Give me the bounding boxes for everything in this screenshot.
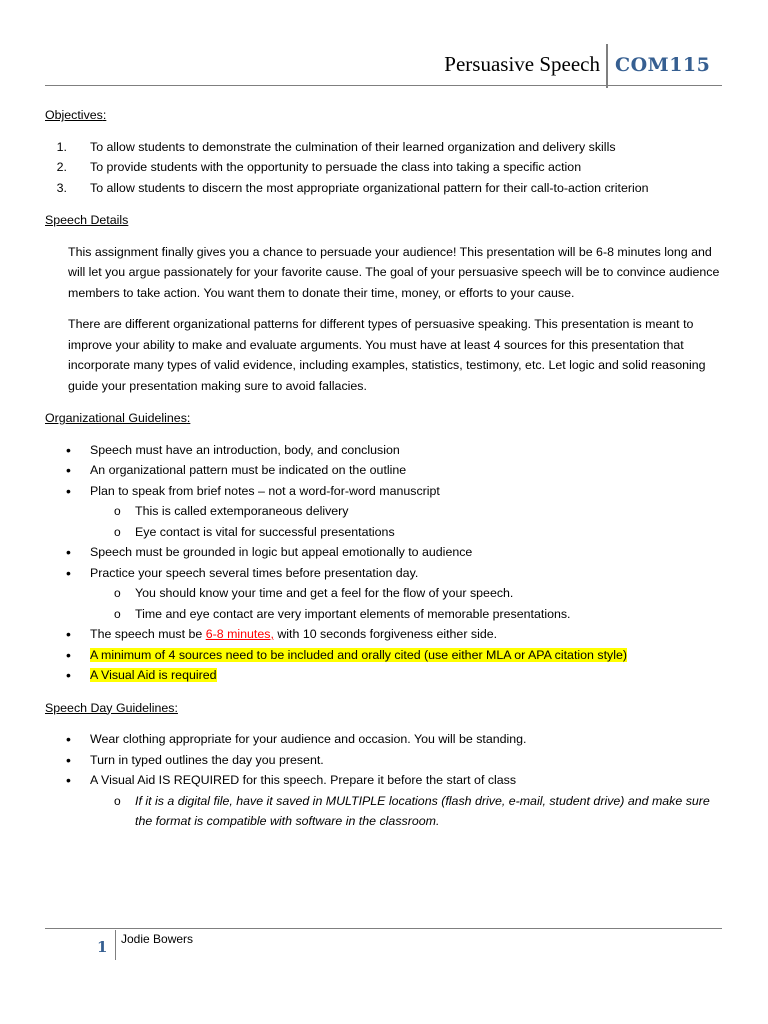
header-rule xyxy=(45,85,722,86)
list-item: • A Visual Aid IS REQUIRED for this speech. Prepare it before the start of class xyxy=(66,772,517,788)
list-item: • A Visual Aid is required xyxy=(66,667,217,683)
document-body xyxy=(45,105,725,832)
highlighted-text: A Visual Aid is required xyxy=(90,668,217,682)
list-item: • Speech must have an introduction, body, and conclusion xyxy=(66,441,400,458)
highlighted-text: A minimum of 4 sources need to be included and orally cited (use either MLA or APA citation style) xyxy=(90,647,627,662)
list-item: o You should know your time and get a feel for the flow of your speech. xyxy=(114,586,514,600)
list-item: • Speech must be grounded in logic but appeal emotionally to audience xyxy=(66,544,473,560)
list-item: • Turn in typed outlines the day you present. xyxy=(66,751,324,768)
list-item: • Plan to speak from brief notes – not a word-for-word manuscript xyxy=(66,482,440,499)
author-name: Jodie Bowers xyxy=(121,932,194,946)
list-item: o Eye contact is vital for successful presentations xyxy=(114,524,395,539)
header-divider xyxy=(606,44,608,88)
org-guidelines-heading: Organizational Guidelines: xyxy=(45,411,191,425)
list-item: • Wear clothing appropriate for your audience and occasion. You will be standing. xyxy=(66,731,527,747)
page-footer xyxy=(45,928,722,968)
details-paragraph: There are different organizational patterns for different types of persuasive speaking. This presentation is meant to improve your ability to make and evaluate arguments. You must have at least 4 sources for this presentation that incorporate many types of valid evidence, including examples, statistics, testimony, etc. Let logic and solid reasoning guide your presentation making sure to avoid fallacies. xyxy=(68,317,706,393)
list-item: • Practice your speech several times before presentation day. xyxy=(66,564,419,581)
org-guidelines-list xyxy=(45,440,725,686)
footer-divider xyxy=(115,930,116,960)
speech-day-list xyxy=(45,729,725,832)
list-item: o This is called extemporaneous delivery xyxy=(114,504,349,518)
objectives-list xyxy=(45,137,725,199)
page-header xyxy=(45,44,722,88)
list-item: • The speech must be 6-8 minutes, with 10 seconds forgiveness either side. xyxy=(66,626,498,642)
document-title: Persuasive Speech xyxy=(444,52,600,76)
list-item: o Time and eye contact are very important elements of memorable presentations. xyxy=(114,606,571,621)
list-item: • A minimum of 4 sources need to be included and orally cited (use either MLA or APA citation style) xyxy=(66,646,627,663)
objectives-heading: Objectives: xyxy=(45,108,107,122)
details-paragraph: This assignment finally gives you a chance to persuade your audience! This presentation will be 6-8 minutes long and will let you argue passionately for your favorite cause. The goal of your persuasive speech will be to convince audience members to take action. You want them to donate their time, money, or efforts to your cause. xyxy=(68,244,720,300)
list-item: o If it is a digital file, have it saved in MULTIPLE locations (flash drive, e-mail, student drive) and make sure the format is compatible with software in the classroom. xyxy=(114,793,710,828)
footer-rule xyxy=(45,928,722,929)
list-item: 3. To allow students to discern the most appropriate organizational pattern for their call-to-action criterion xyxy=(56,180,649,195)
speech-details-heading: Speech Details xyxy=(45,213,129,227)
list-item: 1. To allow students to demonstrate the culmination of their learned organization and delivery skills xyxy=(56,139,616,154)
page-number: 1 xyxy=(97,938,108,956)
list-item: • An organizational pattern must be indicated on the outline xyxy=(66,462,407,478)
course-code: COM115 xyxy=(615,54,711,76)
list-item: 2. To provide students with the opportunity to persuade the class into taking a specific action xyxy=(56,160,582,174)
time-limit-emphasis: 6-8 minutes, xyxy=(205,627,274,641)
speech-day-heading: Speech Day Guidelines: xyxy=(45,700,178,715)
